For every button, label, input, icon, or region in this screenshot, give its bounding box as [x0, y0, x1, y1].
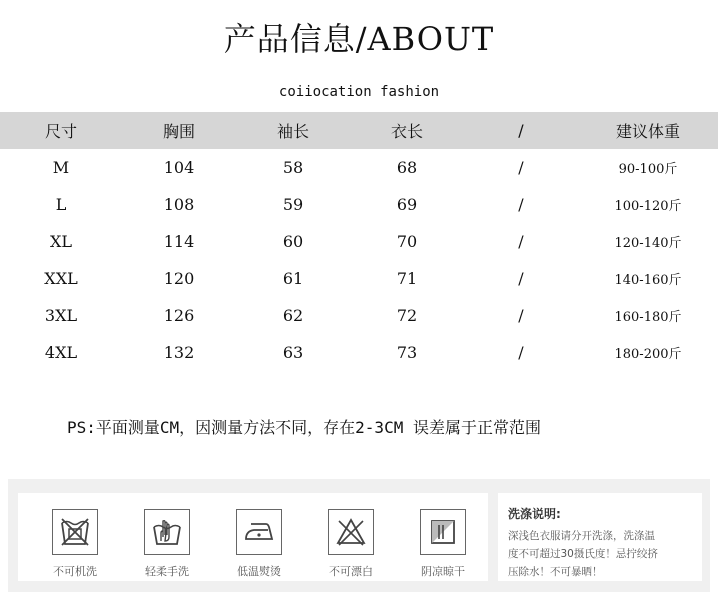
- table-row: [0, 297, 718, 334]
- cell-size: 4XL: [44, 343, 78, 362]
- table-row: [0, 334, 718, 371]
- header-length: 衣长: [390, 122, 423, 141]
- header-weight: 建议体重: [615, 122, 680, 141]
- page-title: 产品信息/ABOUT: [223, 20, 495, 58]
- care-instructions-line: 度不可超过30摄氏度！忌拧绞挤: [508, 548, 658, 560]
- cell-chest: 132: [163, 343, 195, 362]
- cell-length: 69: [396, 195, 418, 214]
- cell-slash: /: [518, 158, 524, 177]
- cell-weight: 100-120斤: [614, 199, 682, 214]
- no-machine-wash-icon: [52, 509, 98, 555]
- table-row: [0, 223, 718, 260]
- cell-chest: 120: [163, 269, 195, 288]
- care-label: 不可漂白: [329, 565, 373, 578]
- cell-size: 3XL: [44, 306, 78, 325]
- cell-slash: /: [518, 232, 524, 251]
- care-label: 不可机洗: [53, 565, 97, 578]
- cell-weight: 90-100斤: [618, 162, 678, 177]
- cell-chest: 108: [163, 195, 195, 214]
- size-table-header: [0, 112, 718, 149]
- care-item: [132, 509, 202, 579]
- cell-weight: 160-180斤: [614, 310, 682, 325]
- cell-size: L: [55, 195, 67, 214]
- table-row: [0, 149, 718, 186]
- header-slash: /: [518, 121, 524, 140]
- cell-length: 70: [396, 232, 418, 251]
- header-size: 尺寸: [44, 122, 77, 141]
- low-temp-iron-icon: [236, 509, 282, 555]
- measurement-note: PS:平面测量CM，因测量方法不同，存在2-3CM 误差属于正常范围: [67, 418, 541, 437]
- cell-sleeve: 63: [282, 343, 304, 362]
- care-item: [408, 509, 478, 579]
- no-bleach-icon: [328, 509, 374, 555]
- cell-size: XXL: [44, 269, 78, 288]
- header-sleeve: 袖长: [276, 122, 309, 141]
- care-item: [224, 509, 294, 579]
- cell-chest: 114: [163, 232, 195, 251]
- cell-sleeve: 59: [282, 195, 304, 214]
- cell-chest: 126: [163, 306, 195, 325]
- cell-slash: /: [518, 343, 524, 362]
- care-item: [40, 509, 110, 579]
- care-label: 阴凉晾干: [421, 565, 465, 578]
- cell-size: M: [52, 158, 70, 177]
- cell-slash: /: [518, 269, 524, 288]
- care-label: 轻柔手洗: [145, 565, 189, 578]
- cell-sleeve: 60: [282, 232, 304, 251]
- cell-chest: 104: [163, 158, 195, 177]
- cell-weight: 140-160斤: [614, 273, 682, 288]
- care-panel: [8, 479, 710, 592]
- brand-subtitle: coiiocation fashion: [278, 84, 440, 100]
- care-instructions-line: 压除水！不可暴晒！: [508, 566, 603, 578]
- cell-slash: /: [518, 306, 524, 325]
- cell-weight: 180-200斤: [614, 347, 682, 362]
- cell-weight: 120-140斤: [614, 236, 682, 251]
- cell-length: 72: [396, 306, 418, 325]
- table-row: [0, 260, 718, 297]
- care-instructions-body: [508, 527, 694, 581]
- cell-sleeve: 61: [282, 269, 304, 288]
- table-row: [0, 186, 718, 223]
- cell-slash: /: [518, 195, 524, 214]
- care-instructions: [498, 493, 702, 581]
- header-chest: 胸围: [162, 122, 195, 141]
- cell-sleeve: 62: [282, 306, 304, 325]
- care-instructions-line: 深浅色衣服请分开洗涤，洗涤温: [508, 530, 655, 542]
- cell-length: 71: [396, 269, 418, 288]
- cell-length: 73: [396, 343, 418, 362]
- gentle-hand-wash-icon: [144, 509, 190, 555]
- care-instructions-title: 洗涤说明:: [508, 507, 561, 521]
- cell-size: XL: [49, 232, 72, 251]
- size-table: [0, 112, 718, 371]
- care-item: [316, 509, 386, 579]
- care-label: 低温熨烫: [237, 565, 281, 578]
- care-icons-box: [18, 493, 488, 581]
- shade-dry-icon: [420, 509, 466, 555]
- cell-length: 68: [396, 158, 418, 177]
- cell-sleeve: 58: [282, 158, 304, 177]
